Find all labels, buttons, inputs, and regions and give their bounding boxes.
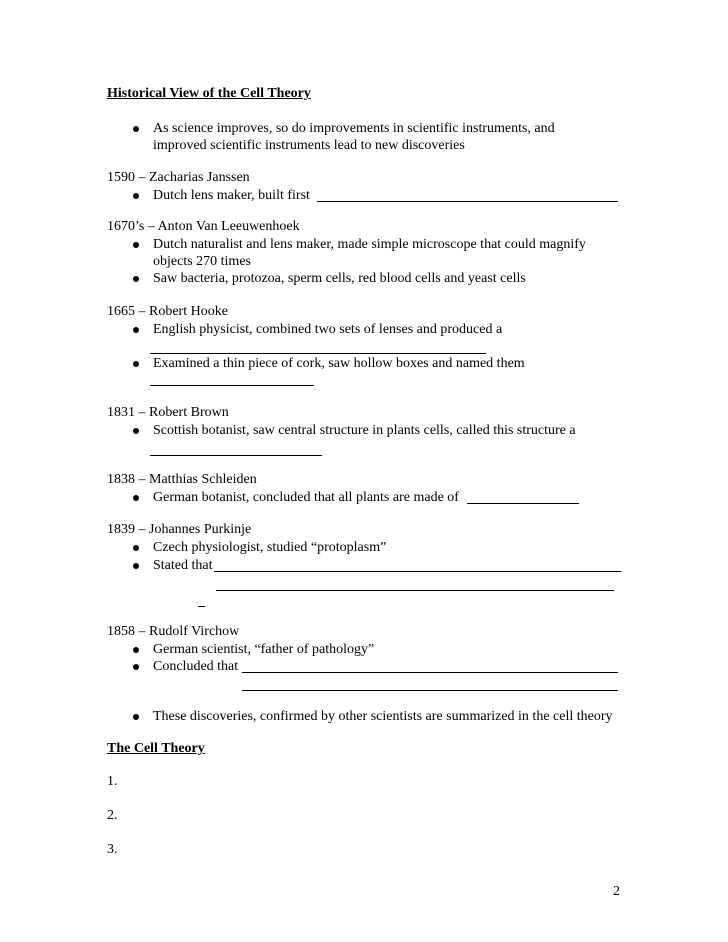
bullet-icon xyxy=(133,361,139,367)
leeuwenhoek-bullet-1-line-1: Dutch naturalist and lens maker, made simple microscope that could magnify xyxy=(153,237,586,252)
schleiden-bullet-1: German botanist, concluded that all plants are made of xyxy=(153,490,459,505)
answer-blank[interactable] xyxy=(242,672,618,673)
answer-blank[interactable] xyxy=(317,201,618,202)
hooke-bullet-2: Examined a thin piece of cork, saw hollow boxes and named them xyxy=(153,356,525,371)
entry-title-leeuwenhoek: 1670’s – Anton Van Leeuwenhoek xyxy=(107,219,300,234)
cell-theory-item-1: 1. xyxy=(107,774,118,789)
answer-blank[interactable] xyxy=(150,353,486,354)
purkinje-bullet-1: Czech physiologist, studied “protoplasm” xyxy=(153,540,387,555)
entry-title-hooke: 1665 – Robert Hooke xyxy=(107,304,228,319)
virchow-bullet-1: German scientist, “father of pathology” xyxy=(153,642,375,657)
bullet-icon xyxy=(133,647,139,653)
page-heading: Historical View of the Cell Theory xyxy=(107,86,311,101)
janssen-bullet-1: Dutch lens maker, built first xyxy=(153,188,310,203)
answer-blank[interactable] xyxy=(467,503,579,504)
bullet-icon xyxy=(133,495,139,501)
answer-blank[interactable] xyxy=(198,606,205,607)
answer-blank[interactable] xyxy=(242,690,618,691)
purkinje-bullet-2: Stated that xyxy=(153,558,213,573)
entry-title-schleiden: 1838 – Matthias Schleiden xyxy=(107,472,257,487)
leeuwenhoek-bullet-1-line-2: objects 270 times xyxy=(153,254,251,269)
bullet-icon xyxy=(133,664,139,670)
cell-theory-item-3: 3. xyxy=(107,842,118,857)
answer-blank[interactable] xyxy=(216,590,614,591)
leeuwenhoek-bullet-2: Saw bacteria, protozoa, sperm cells, red blood cells and yeast cells xyxy=(153,271,526,286)
summary-text: These discoveries, confirmed by other scientists are summarized in the cell theory xyxy=(153,709,613,724)
intro-line-2: improved scientific instruments lead to new discoveries xyxy=(153,138,465,153)
entry-title-virchow: 1858 – Rudolf Virchow xyxy=(107,624,240,639)
bullet-icon xyxy=(133,428,139,434)
brown-bullet-1: Scottish botanist, saw central structure in plants cells, called this structure a xyxy=(153,423,576,438)
cell-theory-heading: The Cell Theory xyxy=(107,741,205,756)
answer-blank[interactable] xyxy=(150,455,322,456)
hooke-bullet-1: English physicist, combined two sets of lenses and produced a xyxy=(153,322,503,337)
bullet-icon xyxy=(133,193,139,199)
bullet-icon xyxy=(133,563,139,569)
bullet-icon xyxy=(133,242,139,248)
intro-line-1: As science improves, so do improvements in scientific instruments, and xyxy=(153,121,555,136)
bullet-icon xyxy=(133,126,139,132)
entry-title-janssen: 1590 – Zacharias Janssen xyxy=(107,170,250,185)
entry-title-purkinje: 1839 – Johannes Purkinje xyxy=(107,522,252,537)
page-number: 2 xyxy=(613,884,620,899)
answer-blank[interactable] xyxy=(214,571,621,572)
virchow-bullet-2: Concluded that xyxy=(153,659,239,674)
bullet-icon xyxy=(133,276,139,282)
bullet-icon xyxy=(133,545,139,551)
bullet-icon xyxy=(133,714,139,720)
cell-theory-item-2: 2. xyxy=(107,808,118,823)
entry-title-brown: 1831 – Robert Brown xyxy=(107,405,229,420)
bullet-icon xyxy=(133,327,139,333)
answer-blank[interactable] xyxy=(150,385,314,386)
